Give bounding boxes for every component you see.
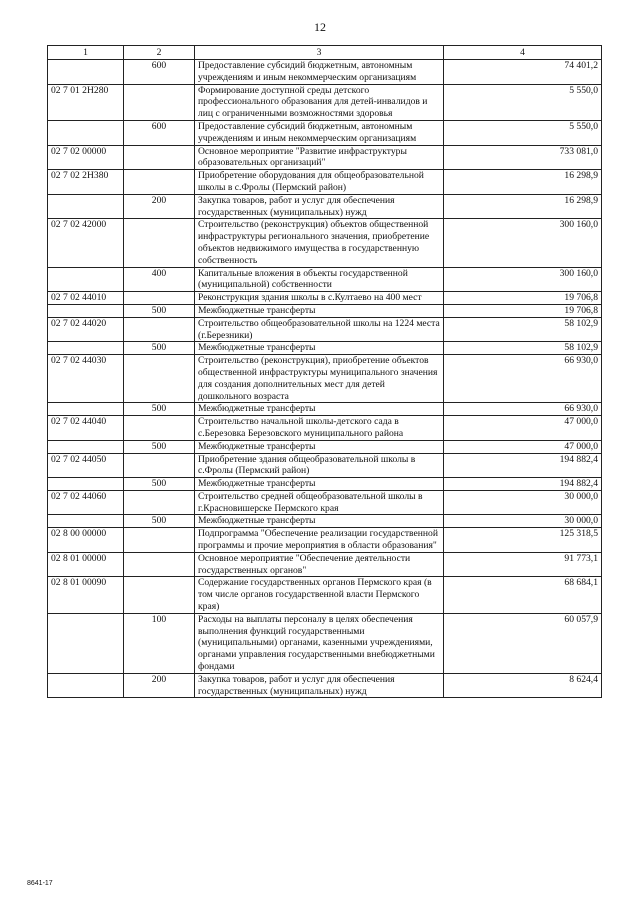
row-amount-cell: 125 318,5 [444,528,602,553]
row-expense-type-cell [124,170,195,195]
row-amount-cell: 66 930,0 [444,355,602,403]
table-row [48,613,602,673]
row-expense-type-cell: 500 [124,342,195,355]
row-expense-type-cell [124,453,195,478]
header-col-3: 3 [195,46,444,60]
row-expense-type-cell: 200 [124,194,195,219]
row-amount-cell: 91 773,1 [444,552,602,577]
row-expense-type-cell: 600 [124,120,195,145]
row-amount-cell: 16 298,9 [444,170,602,195]
row-amount-cell: 30 000,0 [444,490,602,515]
table-row [48,552,602,577]
row-amount-cell: 47 000,0 [444,416,602,441]
row-description-cell: Формирование доступной среды детского профессионального образования для детей-инвалидов и лиц с ограниченными возможностями здоровья [195,84,444,120]
table-row [48,60,602,85]
row-amount-cell: 66 930,0 [444,403,602,416]
table-row [48,120,602,145]
row-code-cell: 02 8 01 00000 [48,552,124,577]
row-code-cell: 02 7 02 00000 [48,145,124,170]
row-amount-cell: 19 706,8 [444,304,602,317]
row-description-cell: Предоставление субсидий бюджетным, автономным учреждениям и иным некоммерческим организациям [195,120,444,145]
row-expense-type-cell: 100 [124,613,195,673]
table-row [48,317,602,342]
table-row [48,355,602,403]
row-amount-cell: 60 057,9 [444,613,602,673]
table-row [48,673,602,698]
row-description-cell: Закупка товаров, работ и услуг для обеспечения государственных (муниципальных) нужд [195,194,444,219]
row-code-cell: 02 7 02 44050 [48,453,124,478]
row-description-cell: Межбюджетные трансферты [195,515,444,528]
table-row [48,170,602,195]
row-description-cell: Строительство начальной школы-детского сада в с.Березовка Березовского муниципального района [195,416,444,441]
row-amount-cell: 194 882,4 [444,478,602,491]
row-code-cell [48,478,124,491]
row-code-cell [48,440,124,453]
row-expense-type-cell: 600 [124,60,195,85]
table-row [48,478,602,491]
header-col-4: 4 [444,46,602,60]
table-row [48,304,602,317]
row-expense-type-cell [124,528,195,553]
row-expense-type-cell: 200 [124,673,195,698]
row-amount-cell: 16 298,9 [444,194,602,219]
row-code-cell: 02 7 02 44020 [48,317,124,342]
table-row [48,342,602,355]
row-code-cell: 02 8 01 00090 [48,577,124,613]
table-row [48,267,602,292]
row-description-cell: Основное мероприятие "Обеспечение деятельности государственных органов" [195,552,444,577]
row-code-cell [48,403,124,416]
row-expense-type-cell [124,552,195,577]
table-row [48,528,602,553]
row-code-cell: 02 7 01 2Н280 [48,84,124,120]
row-expense-type-cell: 500 [124,304,195,317]
row-code-cell [48,60,124,85]
table-row [48,515,602,528]
document-code: 8641-17 [27,880,53,887]
row-description-cell: Межбюджетные трансферты [195,403,444,416]
row-code-cell [48,673,124,698]
row-expense-type-cell [124,577,195,613]
row-amount-cell: 733 081,0 [444,145,602,170]
table-row [48,292,602,305]
row-code-cell [48,120,124,145]
row-code-cell: 02 7 02 44030 [48,355,124,403]
row-description-cell: Межбюджетные трансферты [195,478,444,491]
row-description-cell: Предоставление субсидий бюджетным, автономным учреждениям и иным некоммерческим организациям [195,60,444,85]
row-description-cell: Расходы на выплаты персоналу в целях обеспечения выполнения функций государственными (муниципальными) органами, казенными учреждениями, органами управления государственными внебюджетными фондами [195,613,444,673]
row-description-cell: Капитальные вложения в объекты государственной (муниципальной) собственности [195,267,444,292]
row-description-cell: Строительство средней общеобразовательной школы в г.Красновишерске Пермского края [195,490,444,515]
row-amount-cell: 58 102,9 [444,317,602,342]
table-row [48,84,602,120]
row-code-cell: 02 7 02 2Н380 [48,170,124,195]
row-code-cell: 02 7 02 44060 [48,490,124,515]
header-col-2: 2 [124,46,195,60]
budget-table [47,45,602,698]
page-number: 12 [314,20,326,34]
row-code-cell [48,194,124,219]
row-description-cell: Содержание государственных органов Пермского края (в том числе органов государственной власти Пермского края) [195,577,444,613]
row-amount-cell: 30 000,0 [444,515,602,528]
row-description-cell: Строительство общеобразовательной школы на 1224 места (г.Березники) [195,317,444,342]
row-amount-cell: 47 000,0 [444,440,602,453]
row-expense-type-cell [124,84,195,120]
row-expense-type-cell [124,490,195,515]
row-expense-type-cell [124,292,195,305]
row-description-cell: Приобретение оборудования для общеобразовательной школы в с.Фролы (Пермский район) [195,170,444,195]
row-description-cell: Межбюджетные трансферты [195,304,444,317]
row-description-cell: Межбюджетные трансферты [195,440,444,453]
row-amount-cell: 19 706,8 [444,292,602,305]
row-expense-type-cell [124,145,195,170]
row-expense-type-cell: 500 [124,515,195,528]
table-row [48,440,602,453]
table-row [48,577,602,613]
row-expense-type-cell [124,317,195,342]
row-description-cell: Закупка товаров, работ и услуг для обеспечения государственных (муниципальных) нужд [195,673,444,698]
table-row [48,145,602,170]
row-expense-type-cell: 500 [124,440,195,453]
row-amount-cell: 5 550,0 [444,120,602,145]
row-code-cell [48,613,124,673]
row-amount-cell: 68 684,1 [444,577,602,613]
row-amount-cell: 194 882,4 [444,453,602,478]
row-description-cell: Приобретение здания общеобразовательной школы в с.Фролы (Пермский район) [195,453,444,478]
row-expense-type-cell [124,416,195,441]
table-row [48,403,602,416]
row-expense-type-cell: 500 [124,478,195,491]
row-code-cell [48,515,124,528]
row-description-cell: Строительство (реконструкция), приобретение объектов общественной инфраструктуры муниципального значения для создания дополнительных мест для детей дошкольного возраста [195,355,444,403]
row-description-cell: Подпрограмма "Обеспечение реализации государственной программы и прочие мероприятия в области образования" [195,528,444,553]
row-description-cell: Реконструкция здания школы в с.Култаево на 400 мест [195,292,444,305]
row-amount-cell: 5 550,0 [444,84,602,120]
table-row [48,416,602,441]
row-code-cell [48,267,124,292]
row-expense-type-cell [124,219,195,267]
row-code-cell [48,304,124,317]
row-amount-cell: 300 160,0 [444,219,602,267]
row-expense-type-cell [124,355,195,403]
row-code-cell [48,342,124,355]
row-amount-cell: 58 102,9 [444,342,602,355]
row-description-cell: Строительство (реконструкция) объектов общественной инфраструктуры регионального значения, приобретение объектов недвижимого имущества в государственную собственность [195,219,444,267]
row-description-cell: Основное мероприятие "Развитие инфраструктуры образовательных организаций" [195,145,444,170]
row-code-cell: 02 7 02 44010 [48,292,124,305]
row-amount-cell: 74 401,2 [444,60,602,85]
row-amount-cell: 8 624,4 [444,673,602,698]
table-row [48,490,602,515]
table-row [48,219,602,267]
row-expense-type-cell: 500 [124,403,195,416]
row-code-cell: 02 8 00 00000 [48,528,124,553]
header-col-1: 1 [48,46,124,60]
table-header-row [48,46,602,60]
table-row [48,194,602,219]
table-row [48,453,602,478]
row-code-cell: 02 7 02 44040 [48,416,124,441]
row-code-cell: 02 7 02 42000 [48,219,124,267]
row-expense-type-cell: 400 [124,267,195,292]
row-description-cell: Межбюджетные трансферты [195,342,444,355]
row-amount-cell: 300 160,0 [444,267,602,292]
